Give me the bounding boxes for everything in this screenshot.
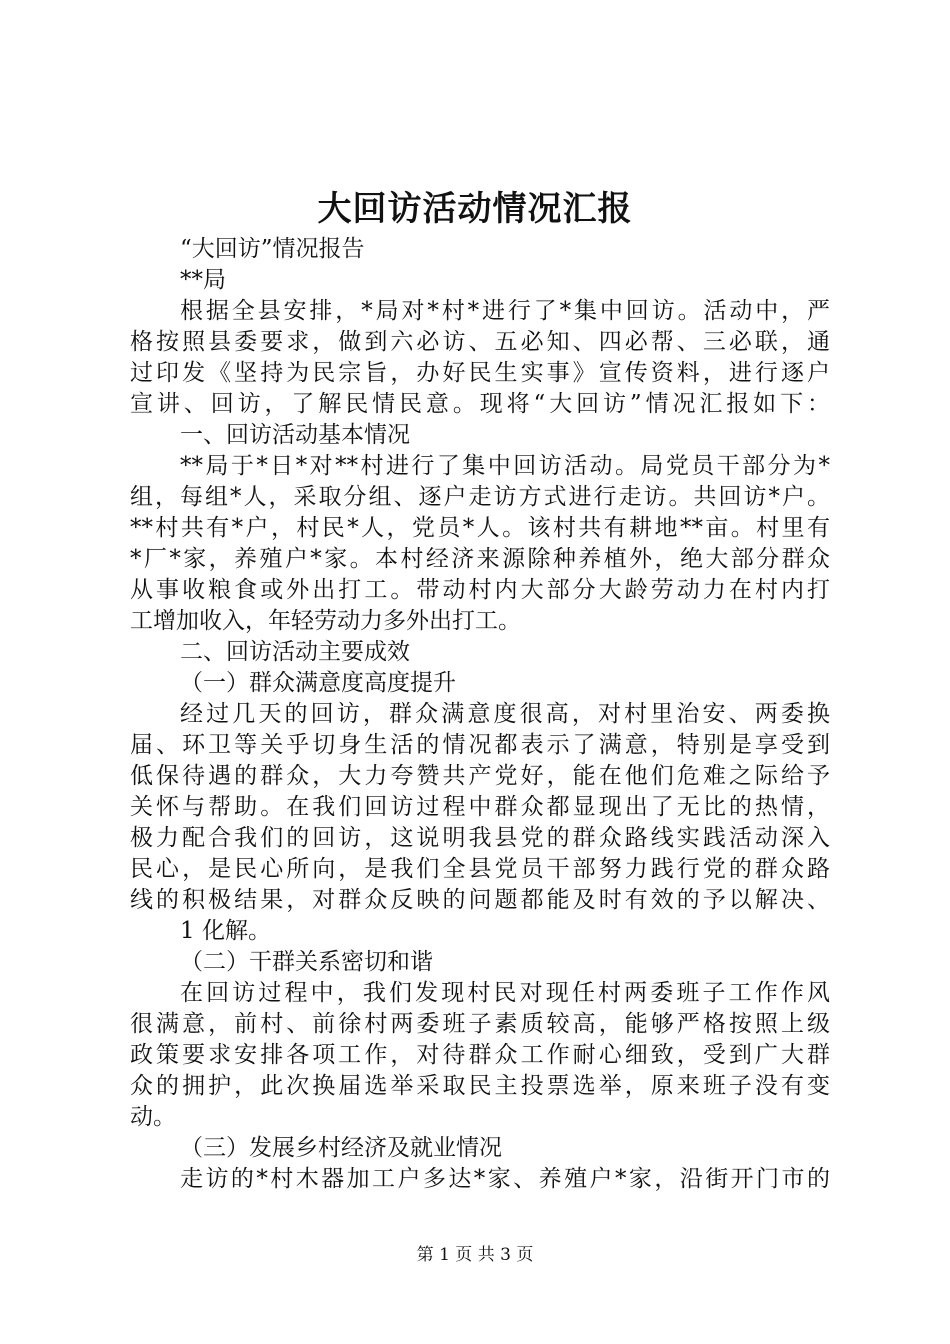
text-line	[130, 451, 830, 482]
text-line-content: 政策要求安排各项工作，对待群众工作耐心细致，受到广大群	[130, 1042, 830, 1068]
text-line	[130, 885, 830, 916]
text-line-content: 动。	[130, 1104, 176, 1130]
text-line	[130, 637, 830, 668]
text-line	[130, 265, 830, 296]
text-line-content: 根据全县安排，*局对*村*进行了*集中回访。活动中，严	[180, 298, 830, 324]
text-line-content: 二、回访活动主要成效	[180, 639, 410, 665]
text-line-content: 组，每组*人，采取分组、逐户走访方式进行走访。共回访*户。	[130, 484, 830, 510]
text-line-content: **局于*日*对**村进行了集中回访活动。局党员干部分为*	[180, 453, 830, 479]
text-line-content: 低保待遇的群众，大力夸赞共产党好，能在他们危难之际给予	[130, 763, 830, 789]
text-line-content: 线的积极结果，对群众反映的问题都能及时有效的予以解决、	[130, 887, 830, 913]
text-line	[130, 389, 830, 420]
text-line-content: 走访的*村木器加工户多达*家、养殖户*家，沿街开门市的	[180, 1166, 830, 1192]
text-line	[130, 1040, 830, 1071]
text-line-content: **村共有*户，村民*人，党员*人。该村共有耕地**亩。村里有	[130, 515, 830, 541]
text-line	[130, 699, 830, 730]
text-line	[130, 823, 830, 854]
text-line-content: 众的拥护，此次换届选举采取民主投票选举，原来班子没有变	[130, 1073, 830, 1099]
text-line-content: 1 化解。	[180, 918, 271, 944]
text-line-content: 过印发《坚持为民宗旨，办好民生实事》宣传资料，进行逐户	[130, 360, 830, 386]
text-line	[130, 1071, 830, 1102]
text-line	[130, 730, 830, 761]
text-line	[130, 668, 830, 699]
text-line	[130, 606, 830, 637]
text-line	[130, 575, 830, 606]
text-line-content: 在回访过程中，我们发现村民对现任村两委班子工作作风	[180, 980, 830, 1006]
text-line	[130, 1102, 830, 1133]
text-line	[130, 1133, 830, 1164]
text-line-content: 一、回访活动基本情况	[180, 422, 410, 448]
text-line	[130, 234, 830, 265]
text-line-content: 关怀与帮助。在我们回访过程中群众都显现出了无比的热情，	[130, 794, 830, 820]
text-line	[130, 358, 830, 389]
text-line-content: 很满意，前村、前徐村两委班子素质较高，能够严格按照上级	[130, 1011, 830, 1037]
text-line	[130, 544, 830, 575]
document-title: 大回访活动情况汇报	[317, 189, 633, 229]
text-line	[130, 761, 830, 792]
text-line-content: （二）干群关系密切和谐	[180, 949, 433, 975]
text-line-content: **局	[180, 267, 226, 293]
text-line-content: *厂*家，养殖户*家。本村经济来源除种养植外，绝大部分群众	[130, 546, 830, 572]
text-line	[130, 916, 830, 947]
text-line	[130, 482, 830, 513]
text-line	[130, 792, 830, 823]
text-line	[130, 420, 830, 451]
text-line	[130, 1009, 830, 1040]
text-line-content: 届、环卫等关乎切身生活的情况都表示了满意，特别是享受到	[130, 732, 830, 758]
text-line	[130, 978, 830, 1009]
text-line-content: 格按照县委要求，做到六必访、五必知、四必帮、三必联，通	[130, 329, 830, 355]
text-line-content: （一）群众满意度高度提升	[180, 670, 456, 696]
text-line-content: 宣讲、回访，了解民情民意。现将“大回访”情况汇报如下：	[130, 391, 830, 417]
text-line-content: 从事收粮食或外出打工。带动村内大部分大龄劳动力在村内打	[130, 577, 830, 603]
page-footer: 第 1 页 共 3 页	[416, 1245, 534, 1265]
text-line	[130, 296, 830, 327]
text-line	[130, 327, 830, 358]
text-line-content: 经过几天的回访，群众满意度很高，对村里治安、两委换	[180, 701, 830, 727]
text-line-content: （三）发展乡村经济及就业情况	[180, 1135, 502, 1161]
text-line	[130, 947, 830, 978]
text-line	[130, 513, 830, 544]
text-line-content: 工增加收入，年轻劳动力多外出打工。	[130, 608, 521, 634]
text-line-content: “大回访”情况报告	[180, 236, 365, 262]
document-body	[130, 234, 830, 1195]
text-line-content: 极力配合我们的回访，这说明我县党的群众路线实践活动深入	[130, 825, 830, 851]
text-line-content: 民心，是民心所向，是我们全县党员干部努力践行党的群众路	[130, 856, 830, 882]
text-line	[130, 1164, 830, 1195]
text-line	[130, 854, 830, 885]
